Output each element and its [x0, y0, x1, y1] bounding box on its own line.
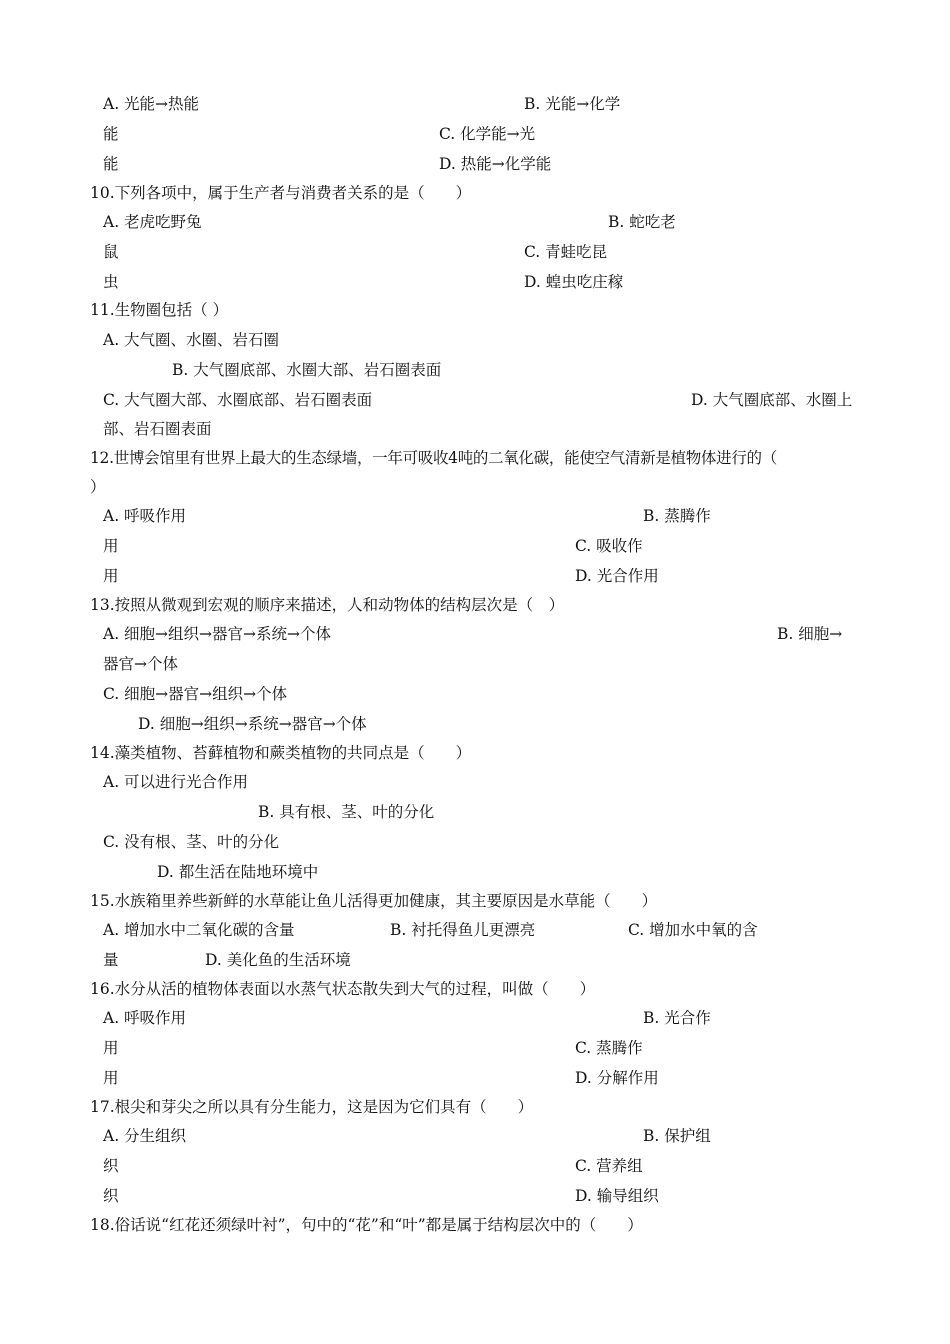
question-15: 15.水族箱里养些新鲜的水草能让鱼儿活得更加健康，其主要原因是水草能（ ）	[90, 892, 658, 910]
option-b: B. 光能→化学	[524, 95, 621, 113]
option-continuation: 用	[103, 1039, 119, 1057]
option-continuation: 虫	[103, 273, 119, 291]
option-c: C. 细胞→器官→组织→个体	[103, 685, 288, 703]
option-continuation: 器官→个体	[103, 655, 178, 673]
option-a: A. 呼吸作用	[103, 507, 187, 525]
option-b: B. 保护组	[643, 1127, 711, 1145]
option-c: C. 蒸腾作	[575, 1039, 643, 1057]
option-continuation: 量	[103, 951, 119, 969]
option-b: B. 细胞→	[777, 625, 843, 643]
question-12: 12.世博会馆里有世界上最大的生态绿墙，一年可吸收4吨的二氧化碳，能使空气清新是植物体进行的（	[90, 449, 777, 467]
option-continuation: 能	[103, 125, 119, 143]
option-a: A. 增加水中二氧化碳的含量	[103, 921, 295, 939]
option-continuation: 部、岩石圈表面	[103, 420, 212, 438]
option-a: A. 呼吸作用	[103, 1009, 187, 1027]
option-continuation: 用	[103, 567, 119, 585]
option-a: A. 老虎吃野兔	[103, 213, 202, 231]
option-c: C. 青蛙吃昆	[524, 243, 608, 261]
option-d: D. 蝗虫吃庄稼	[524, 273, 624, 291]
option-d: D. 输导组织	[575, 1187, 659, 1205]
option-d: D. 美化鱼的生活环境	[205, 951, 351, 969]
option-d: D. 都生活在陆地环境中	[157, 863, 319, 881]
question-continuation: ）	[90, 478, 106, 496]
option-a: A. 大气圈、水圈、岩石圈	[103, 331, 280, 349]
option-c: C. 营养组	[575, 1157, 643, 1175]
option-d: D. 分解作用	[575, 1069, 659, 1087]
option-continuation: 用	[103, 537, 119, 555]
option-d: D. 细胞→组织→系统→器官→个体	[138, 715, 367, 733]
option-a: A. 光能→热能	[103, 95, 200, 113]
option-a: A. 可以进行光合作用	[103, 773, 249, 791]
option-c: C. 大气圈大部、水圈底部、岩石圈表面	[103, 391, 373, 409]
option-b: B. 蒸腾作	[643, 507, 711, 525]
option-a: A. 细胞→组织→器官→系统→个体	[103, 625, 331, 643]
option-d: D. 大气圈底部、水圈上	[691, 391, 853, 409]
option-d: D. 光合作用	[575, 567, 659, 585]
question-16: 16.水分从活的植物体表面以水蒸气状态散失到大气的过程，叫做（ ）	[90, 980, 596, 998]
question-11: 11.生物圈包括（ ）	[90, 301, 229, 319]
option-b: B. 大气圈底部、水圈大部、岩石圈表面	[172, 361, 442, 379]
option-b: B. 光合作	[643, 1009, 711, 1027]
option-c: C. 吸收作	[575, 537, 643, 555]
question-13: 13.按照从微观到宏观的顺序来描述，人和动物体的结构层次是（ ）	[90, 596, 565, 614]
option-continuation: 织	[103, 1187, 119, 1205]
option-c: C. 化学能→光	[439, 125, 536, 143]
option-b: B. 蛇吃老	[608, 213, 676, 231]
option-b: B. 具有根、茎、叶的分化	[258, 803, 435, 821]
question-14: 14.藻类植物、苔藓植物和蕨类植物的共同点是（ ）	[90, 744, 472, 762]
option-continuation: 织	[103, 1157, 119, 1175]
option-continuation: 用	[103, 1069, 119, 1087]
option-continuation: 能	[103, 155, 119, 173]
option-b: B. 衬托得鱼儿更漂亮	[390, 921, 536, 939]
option-a: A. 分生组织	[103, 1127, 187, 1145]
question-17: 17.根尖和芽尖之所以具有分生能力，这是因为它们具有（ ）	[90, 1098, 534, 1116]
question-18: 18.俗话说“红花还须绿叶衬”，句中的“花”和“叶”都是属于结构层次中的（ ）	[90, 1216, 643, 1234]
question-10: 10.下列各项中，属于生产者与消费者关系的是（ ）	[90, 184, 472, 202]
option-d: D. 热能→化学能	[439, 155, 552, 173]
option-c: C. 增加水中氧的含	[628, 921, 758, 939]
option-c: C. 没有根、茎、叶的分化	[103, 833, 280, 851]
option-continuation: 鼠	[103, 243, 119, 261]
